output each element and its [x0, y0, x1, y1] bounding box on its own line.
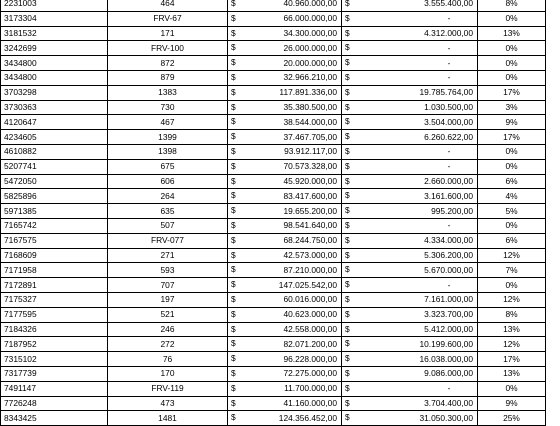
currency-symbol: $: [231, 353, 236, 364]
amount-value: 87.210.000,00: [283, 264, 337, 275]
currency-symbol: $: [345, 308, 350, 319]
currency-symbol: $: [231, 382, 236, 393]
cell-percent[interactable]: 0%: [478, 144, 546, 159]
amount-value: 41.160.000,00: [283, 397, 337, 408]
cell-percent[interactable]: 0%: [478, 381, 546, 396]
cell-code[interactable]: 635: [108, 204, 228, 219]
currency-symbol: $: [231, 116, 236, 127]
amount-incentive: 3.323.700,00: [424, 309, 473, 320]
currency-symbol: $: [345, 234, 350, 245]
cell-id[interactable]: 3173304: [1, 11, 108, 26]
cell-value[interactable]: [228, 115, 342, 130]
amount-value: 35.380.500,00: [283, 101, 337, 112]
cell-incentive[interactable]: [342, 204, 478, 219]
cell-id[interactable]: 5971385: [1, 204, 108, 219]
cell-percent[interactable]: 0%: [478, 278, 546, 293]
cell-value[interactable]: [228, 411, 342, 426]
cell-value[interactable]: [228, 100, 342, 115]
cell-incentive[interactable]: [342, 322, 478, 337]
cell-code[interactable]: FRV-100: [108, 41, 228, 56]
currency-symbol: $: [231, 57, 236, 68]
cell-id[interactable]: 3730363: [1, 100, 108, 115]
amount-incentive: 4.334.000,00: [424, 235, 473, 246]
cell-code[interactable]: 872: [108, 56, 228, 71]
currency-symbol: $: [345, 249, 350, 260]
cell-id[interactable]: 7726248: [1, 396, 108, 411]
cell-value[interactable]: [228, 366, 342, 381]
cell-value[interactable]: [228, 337, 342, 352]
table-row: [1, 56, 546, 71]
cell-id[interactable]: 7187952: [1, 337, 108, 352]
cell-incentive[interactable]: [342, 115, 478, 130]
cell-id[interactable]: 4120647: [1, 115, 108, 130]
cell-code[interactable]: FRV-077: [108, 233, 228, 248]
cell-value[interactable]: [228, 396, 342, 411]
cell-id[interactable]: 4610882: [1, 144, 108, 159]
cell-percent[interactable]: 0%: [478, 41, 546, 56]
currency-symbol: $: [231, 175, 236, 186]
cell-percent[interactable]: 0%: [478, 159, 546, 174]
currency-symbol: $: [231, 71, 236, 82]
cell-id[interactable]: 5207741: [1, 159, 108, 174]
currency-symbol: $: [231, 160, 236, 171]
cell-percent[interactable]: 12%: [478, 248, 546, 263]
cell-incentive[interactable]: [342, 0, 478, 11]
table-row: [1, 263, 546, 278]
amount-value: 93.912.117,00: [284, 146, 337, 157]
amount-value: 38.544.000,00: [283, 116, 337, 127]
cell-id[interactable]: 5825896: [1, 189, 108, 204]
table-row: [1, 11, 546, 26]
amount-value: 72.275.000,00: [283, 368, 337, 379]
cell-value[interactable]: [228, 144, 342, 159]
amount-value: 98.541.640,00: [283, 220, 337, 231]
cell-percent[interactable]: 0%: [478, 56, 546, 71]
currency-symbol: $: [231, 279, 236, 290]
currency-symbol: $: [231, 412, 236, 423]
amount-incentive: 9.086.000,00: [424, 368, 473, 379]
cell-code[interactable]: 271: [108, 248, 228, 263]
amount-incentive: 3.161.600,00: [424, 190, 473, 201]
cell-value[interactable]: [228, 174, 342, 189]
cell-code[interactable]: 246: [108, 322, 228, 337]
cell-value[interactable]: [228, 70, 342, 85]
amount-incentive: 3.504.000,00: [424, 116, 473, 127]
table-row: [1, 130, 546, 145]
cell-code[interactable]: 707: [108, 278, 228, 293]
table-row: [1, 115, 546, 130]
amount-value: 42.573.000,00: [283, 249, 337, 260]
cell-percent[interactable]: 5%: [478, 204, 546, 219]
cell-incentive[interactable]: [342, 278, 478, 293]
cell-code[interactable]: FRV-67: [108, 11, 228, 26]
currency-symbol: $: [231, 264, 236, 275]
cell-percent[interactable]: 8%: [478, 0, 546, 11]
cell-code[interactable]: 593: [108, 263, 228, 278]
amount-value: 11.700.000,00: [284, 383, 337, 394]
amount-value: 32.966.210,00: [283, 72, 337, 83]
cell-incentive[interactable]: [342, 263, 478, 278]
cell-percent[interactable]: 0%: [478, 11, 546, 26]
amount-incentive: 3.555.400,00: [424, 0, 473, 9]
cell-id[interactable]: 5472050: [1, 174, 108, 189]
currency-symbol: $: [231, 234, 236, 245]
amount-value: 82.071.200,00: [283, 338, 337, 349]
currency-symbol: $: [345, 101, 350, 112]
cell-code[interactable]: 606: [108, 174, 228, 189]
amount-value: 70.573.328,00: [283, 161, 337, 172]
currency-symbol: $: [345, 279, 350, 290]
cell-incentive[interactable]: [342, 233, 478, 248]
table-row: [1, 100, 546, 115]
amount-value: 66.000.000,00: [283, 13, 337, 24]
amount-value: 40.623.000,00: [283, 309, 337, 320]
cell-value[interactable]: [228, 189, 342, 204]
cell-id[interactable]: 4234605: [1, 130, 108, 145]
cell-code[interactable]: 264: [108, 189, 228, 204]
amount-incentive: 6.260.622,00: [424, 131, 473, 142]
currency-symbol: $: [345, 175, 350, 186]
currency-symbol: $: [345, 205, 350, 216]
currency-symbol: $: [231, 308, 236, 319]
cell-incentive[interactable]: [342, 85, 478, 100]
table-row: [1, 322, 546, 337]
currency-symbol: $: [345, 71, 350, 82]
table-row: [1, 307, 546, 322]
currency-symbol: $: [231, 219, 236, 230]
currency-symbol: $: [345, 367, 350, 378]
amount-incentive: -: [447, 57, 451, 68]
amount-value: 42.558.000,00: [283, 323, 337, 334]
table-row: [1, 396, 546, 411]
currency-symbol: $: [231, 367, 236, 378]
amount-incentive: -: [447, 42, 451, 53]
cell-value[interactable]: [228, 292, 342, 307]
cell-incentive[interactable]: [342, 337, 478, 352]
cell-value[interactable]: [228, 130, 342, 145]
cell-percent[interactable]: 4%: [478, 189, 546, 204]
cell-incentive[interactable]: [342, 292, 478, 307]
currency-symbol: $: [345, 42, 350, 53]
cell-incentive[interactable]: [342, 70, 478, 85]
currency-symbol: $: [345, 57, 350, 68]
cell-incentive[interactable]: [342, 307, 478, 322]
table-row: [1, 233, 546, 248]
amount-value: 117.891.336,00: [279, 87, 337, 98]
cell-percent[interactable]: 0%: [478, 70, 546, 85]
amount-incentive: -: [447, 383, 451, 394]
cell-incentive[interactable]: [342, 248, 478, 263]
cell-incentive[interactable]: [342, 56, 478, 71]
cell-incentive[interactable]: [342, 100, 478, 115]
cell-id[interactable]: 7168609: [1, 248, 108, 263]
amount-incentive: 4.312.000,00: [424, 27, 473, 38]
cell-code[interactable]: 170: [108, 366, 228, 381]
cell-incentive[interactable]: [342, 189, 478, 204]
cell-value[interactable]: [228, 352, 342, 367]
amount-value: 34.300.000,00: [283, 27, 337, 38]
amount-incentive: 1.030.500,00: [424, 101, 473, 112]
amount-incentive: 10.199.600,00: [419, 338, 473, 349]
currency-symbol: $: [345, 116, 350, 127]
cell-percent[interactable]: 13%: [478, 366, 546, 381]
cell-value[interactable]: [228, 218, 342, 233]
currency-symbol: $: [345, 86, 350, 97]
amount-incentive: 7.161.000,00: [424, 294, 473, 305]
amount-incentive: 5.412.000,00: [424, 323, 473, 334]
cell-incentive[interactable]: [342, 366, 478, 381]
cell-percent[interactable]: 3%: [478, 100, 546, 115]
cell-id[interactable]: 7165742: [1, 218, 108, 233]
table-row: [1, 144, 546, 159]
cell-code[interactable]: 272: [108, 337, 228, 352]
cell-percent[interactable]: 13%: [478, 322, 546, 337]
cell-value[interactable]: [228, 278, 342, 293]
table-row: [1, 381, 546, 396]
cell-value[interactable]: [228, 26, 342, 41]
cell-incentive[interactable]: [342, 26, 478, 41]
cell-percent[interactable]: 6%: [478, 174, 546, 189]
cell-code[interactable]: 879: [108, 70, 228, 85]
amount-incentive: -: [447, 72, 451, 83]
currency-symbol: $: [345, 160, 350, 171]
cell-id[interactable]: 2231003: [1, 0, 108, 11]
cell-code[interactable]: 197: [108, 292, 228, 307]
cell-value[interactable]: [228, 233, 342, 248]
currency-symbol: $: [231, 249, 236, 260]
amount-value: 19.655.200,00: [283, 205, 337, 216]
table-row: [1, 248, 546, 263]
cell-value[interactable]: [228, 11, 342, 26]
cell-percent[interactable]: 0%: [478, 218, 546, 233]
cell-code[interactable]: 1399: [108, 130, 228, 145]
amount-value: 68.244.750,00: [283, 235, 337, 246]
cell-id[interactable]: 7491147: [1, 381, 108, 396]
cell-code[interactable]: 1398: [108, 144, 228, 159]
cell-code[interactable]: 76: [108, 352, 228, 367]
table-row: [1, 292, 546, 307]
cell-percent[interactable]: 25%: [478, 411, 546, 426]
cell-percent[interactable]: 12%: [478, 337, 546, 352]
cell-incentive[interactable]: [342, 352, 478, 367]
amount-incentive: -: [447, 279, 451, 290]
cell-id[interactable]: 3434800: [1, 56, 108, 71]
currency-symbol: $: [231, 323, 236, 334]
currency-symbol: $: [345, 0, 350, 8]
amount-value: 40.960.000,00: [283, 0, 337, 9]
amount-value: 60.016.000,00: [283, 294, 337, 305]
table-row: [1, 26, 546, 41]
cell-id[interactable]: 7315102: [1, 352, 108, 367]
cell-id[interactable]: 7172891: [1, 278, 108, 293]
currency-symbol: $: [345, 338, 350, 349]
cell-code[interactable]: 521: [108, 307, 228, 322]
cell-id[interactable]: 7317739: [1, 366, 108, 381]
table-row: [1, 366, 546, 381]
amount-incentive: 995.200,00: [431, 205, 473, 216]
table-row: [1, 174, 546, 189]
cell-code[interactable]: 730: [108, 100, 228, 115]
cell-code[interactable]: 473: [108, 396, 228, 411]
currency-symbol: $: [345, 12, 350, 23]
cell-value[interactable]: [228, 263, 342, 278]
cell-incentive[interactable]: [342, 159, 478, 174]
cell-id[interactable]: 7171958: [1, 263, 108, 278]
cell-percent[interactable]: 17%: [478, 130, 546, 145]
currency-symbol: $: [231, 27, 236, 38]
cell-value[interactable]: [228, 159, 342, 174]
cell-value[interactable]: [228, 307, 342, 322]
currency-symbol: $: [345, 145, 350, 156]
cell-value[interactable]: [228, 0, 342, 11]
cell-percent[interactable]: 13%: [478, 26, 546, 41]
amount-incentive: -: [447, 13, 451, 24]
amount-incentive: -: [447, 220, 451, 231]
cell-id[interactable]: 7167575: [1, 233, 108, 248]
cell-incentive[interactable]: [342, 11, 478, 26]
currency-symbol: $: [231, 86, 236, 97]
cell-id[interactable]: 7177595: [1, 307, 108, 322]
amount-value: 96.228.000,00: [283, 353, 337, 364]
currency-symbol: $: [231, 293, 236, 304]
cell-value[interactable]: [228, 322, 342, 337]
amount-incentive: 31.050.300,00: [419, 412, 473, 423]
cell-incentive[interactable]: [342, 396, 478, 411]
table-row: [1, 0, 546, 11]
cell-value[interactable]: [228, 248, 342, 263]
cell-value[interactable]: [228, 41, 342, 56]
cell-code[interactable]: 1481: [108, 411, 228, 426]
currency-symbol: $: [345, 219, 350, 230]
table-row: [1, 278, 546, 293]
cell-value[interactable]: [228, 381, 342, 396]
currency-symbol: $: [231, 145, 236, 156]
currency-symbol: $: [231, 0, 236, 8]
cell-code[interactable]: FRV-119: [108, 381, 228, 396]
currency-symbol: $: [231, 131, 236, 142]
cell-value[interactable]: [228, 85, 342, 100]
table-row: [1, 159, 546, 174]
amount-value: 37.467.705,00: [283, 131, 337, 142]
currency-symbol: $: [345, 353, 350, 364]
cell-percent[interactable]: 7%: [478, 263, 546, 278]
currency-symbol: $: [231, 101, 236, 112]
currency-symbol: $: [231, 42, 236, 53]
currency-symbol: $: [345, 264, 350, 275]
amount-value: 20.000.000,00: [283, 57, 337, 68]
currency-symbol: $: [345, 293, 350, 304]
table-row: [1, 85, 546, 100]
cell-incentive[interactable]: [342, 381, 478, 396]
cell-id[interactable]: 3181532: [1, 26, 108, 41]
cell-incentive[interactable]: [342, 130, 478, 145]
cell-id[interactable]: 3242699: [1, 41, 108, 56]
cell-percent[interactable]: 8%: [478, 307, 546, 322]
amount-incentive: -: [447, 161, 451, 172]
amount-value: 26.000.000,00: [283, 42, 337, 53]
table-row: [1, 352, 546, 367]
table-row: [1, 218, 546, 233]
currency-symbol: $: [231, 338, 236, 349]
cell-id[interactable]: 3434800: [1, 70, 108, 85]
currency-symbol: $: [345, 397, 350, 408]
cell-id[interactable]: 7175327: [1, 292, 108, 307]
amount-incentive: -: [447, 146, 451, 157]
amount-value: 124.356.452,00: [278, 412, 337, 423]
cell-incentive[interactable]: [342, 144, 478, 159]
cell-code[interactable]: 507: [108, 218, 228, 233]
cell-percent[interactable]: 9%: [478, 115, 546, 130]
amount-incentive: 5.306.200,00: [424, 249, 473, 260]
currency-symbol: $: [345, 131, 350, 142]
cell-id[interactable]: 8343425: [1, 411, 108, 426]
amount-value: 83.417.600,00: [283, 190, 337, 201]
currency-symbol: $: [231, 190, 236, 201]
cell-code[interactable]: 675: [108, 159, 228, 174]
amount-incentive: 2.660.000,00: [424, 175, 473, 186]
table-row: [1, 70, 546, 85]
currency-symbol: $: [345, 382, 350, 393]
amount-value: 45.920.000,00: [283, 175, 337, 186]
amount-value: 147.025.542,00: [278, 279, 337, 290]
cell-incentive[interactable]: [342, 411, 478, 426]
cell-percent[interactable]: 17%: [478, 352, 546, 367]
currency-symbol: $: [345, 190, 350, 201]
table-row: [1, 41, 546, 56]
table-row: [1, 411, 546, 426]
cell-code[interactable]: 467: [108, 115, 228, 130]
currency-symbol: $: [345, 412, 350, 423]
table-row: [1, 204, 546, 219]
currency-symbol: $: [231, 205, 236, 216]
table-row: [1, 337, 546, 352]
cell-code[interactable]: 171: [108, 26, 228, 41]
amount-incentive: 3.704.400,00: [424, 397, 473, 408]
cell-value[interactable]: [228, 56, 342, 71]
cell-code[interactable]: 1383: [108, 85, 228, 100]
cell-value[interactable]: [228, 204, 342, 219]
currency-symbol: $: [345, 323, 350, 334]
cell-percent[interactable]: 9%: [478, 396, 546, 411]
cell-percent[interactable]: 12%: [478, 292, 546, 307]
cell-incentive[interactable]: [342, 41, 478, 56]
cell-incentive[interactable]: [342, 174, 478, 189]
currency-symbol: $: [231, 12, 236, 23]
cell-incentive[interactable]: [342, 218, 478, 233]
amount-incentive: 16.038.000,00: [419, 353, 473, 364]
cell-percent[interactable]: 6%: [478, 233, 546, 248]
cell-code[interactable]: 464: [108, 0, 228, 11]
cell-percent[interactable]: 17%: [478, 85, 546, 100]
amount-incentive: 5.670.000,00: [424, 264, 473, 275]
currency-symbol: $: [345, 27, 350, 38]
table-row: [1, 189, 546, 204]
cell-id[interactable]: 3703298: [1, 85, 108, 100]
currency-symbol: $: [231, 397, 236, 408]
cell-id[interactable]: 7184326: [1, 322, 108, 337]
amount-incentive: 19.785.764,00: [419, 87, 473, 98]
